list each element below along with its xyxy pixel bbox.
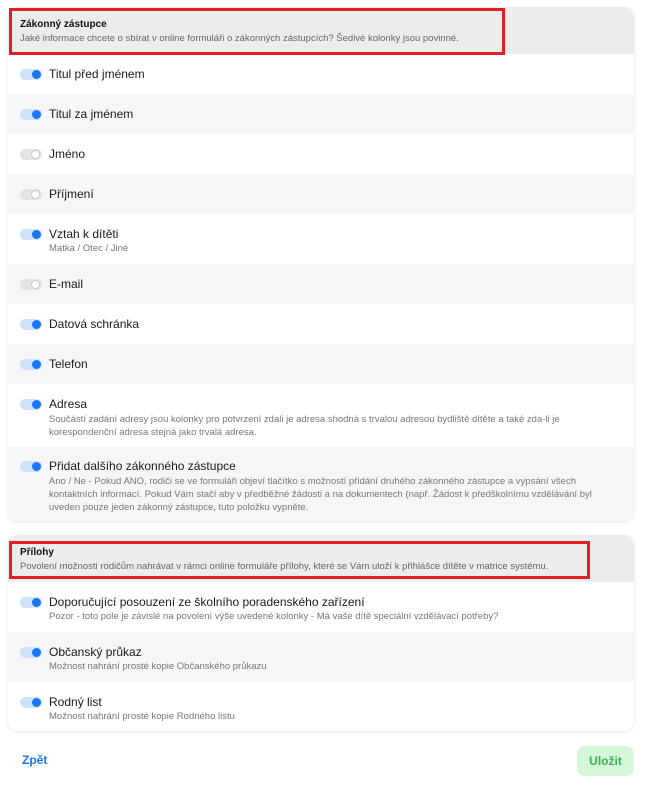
guardian-row-telefon (8, 344, 634, 384)
toggle-switch[interactable] (20, 399, 42, 410)
attachments-row-rodny-list (8, 682, 634, 731)
guardian-row-adresa (8, 384, 634, 447)
toggle-switch[interactable] (20, 319, 42, 330)
field-label: Telefon (49, 357, 88, 371)
toggle-switch[interactable] (20, 109, 42, 120)
field-label: Občanský průkaz (49, 645, 142, 659)
back-button[interactable]: Zpět (22, 753, 48, 767)
attachments-row-obcansky (8, 632, 634, 682)
field-label: Rodný list (49, 695, 102, 709)
guardian-row-titul-za (8, 94, 634, 134)
field-label: Adresa (49, 397, 88, 411)
guardian-row-email (8, 264, 634, 304)
toggle-switch[interactable] (20, 229, 42, 240)
guardian-row-datova-schranka (8, 304, 634, 344)
field-label: Datová schránka (49, 317, 140, 331)
toggle-switch[interactable] (20, 279, 42, 290)
field-label: Titul před jménem (49, 67, 145, 81)
guardian-row-prijmeni (8, 174, 634, 214)
field-description: Možnost nahrání prosté kopie Občanského průkazu (49, 661, 267, 672)
field-description: Pozor - toto pole je závislé na povolení výše uvedené kolonky - Má vaše dítě speciální vzdělávací potřeby? (49, 611, 499, 622)
attachments-subtitle: Povolení možnosti rodičům nahrávat v rámci online formuláře přílohy, které se Vám uloží k přihlášce dítěte v matrice systému. (20, 561, 549, 572)
guardian-subtitle: Jaké informace chcete o sbírat v online formuláři o zákonných zástupcích? Šedivé kolonky jsou povinné. (20, 33, 459, 44)
field-label: Vztah k dítěti (49, 227, 119, 241)
attachments-title: Přílohy (20, 547, 54, 558)
toggle-switch[interactable] (20, 647, 42, 658)
toggle-switch[interactable] (20, 359, 42, 370)
attachments-row-posouzeni (8, 582, 634, 632)
guardian-row-titul-pred (8, 54, 634, 94)
save-button[interactable]: Uložit (577, 746, 634, 776)
guardian-card (8, 7, 634, 521)
guardian-row-pridat-zastupce (8, 447, 634, 521)
guardian-row-vztah (8, 214, 634, 264)
field-description: Ano / Ne - Pokud ANO, rodiči se ve formuláři objeví tlačítko s možností přidání druhého zákonného zástupce a vypsání všech kontaktních informací. Pokud Vám stačí aby v předběžné žádosti a na dokumentech (např. Žádost k předškolnímu vzdělávání byl uveden pouze jeden zákonný zástupce, tuto položku vypněte. (49, 476, 592, 513)
field-description: Možnost nahrání prosté kopie Rodného listu (49, 711, 235, 722)
attachments-header-highlight (9, 541, 590, 579)
field-label: Doporučující posouzení ze školního poradenského zařízení (49, 595, 365, 609)
toggle-switch[interactable] (20, 149, 42, 160)
toggle-switch[interactable] (20, 597, 42, 608)
field-label: Titul za jménem (49, 107, 134, 121)
toggle-switch[interactable] (20, 461, 42, 472)
field-description: Matka / Otec / Jiné (49, 243, 129, 254)
field-label: Jméno (49, 147, 86, 161)
field-label: E-mail (49, 277, 84, 291)
toggle-switch[interactable] (20, 697, 42, 708)
field-label: Příjmení (49, 187, 94, 201)
field-label: Přidat dalšího zákonného zástupce (49, 459, 236, 473)
guardian-header-highlight (9, 8, 505, 55)
guardian-row-jmeno (8, 134, 634, 174)
guardian-title: Zákonný zástupce (20, 19, 107, 30)
toggle-switch[interactable] (20, 69, 42, 80)
field-description: Součástí zadání adresy jsou kolonky pro potvrzení zdali je adresa shodná s trvalou adresou bydliště dítěte a také zda-li je korespondenční adresa stejná jako trvalá adresa. (49, 414, 560, 438)
toggle-switch[interactable] (20, 189, 42, 200)
